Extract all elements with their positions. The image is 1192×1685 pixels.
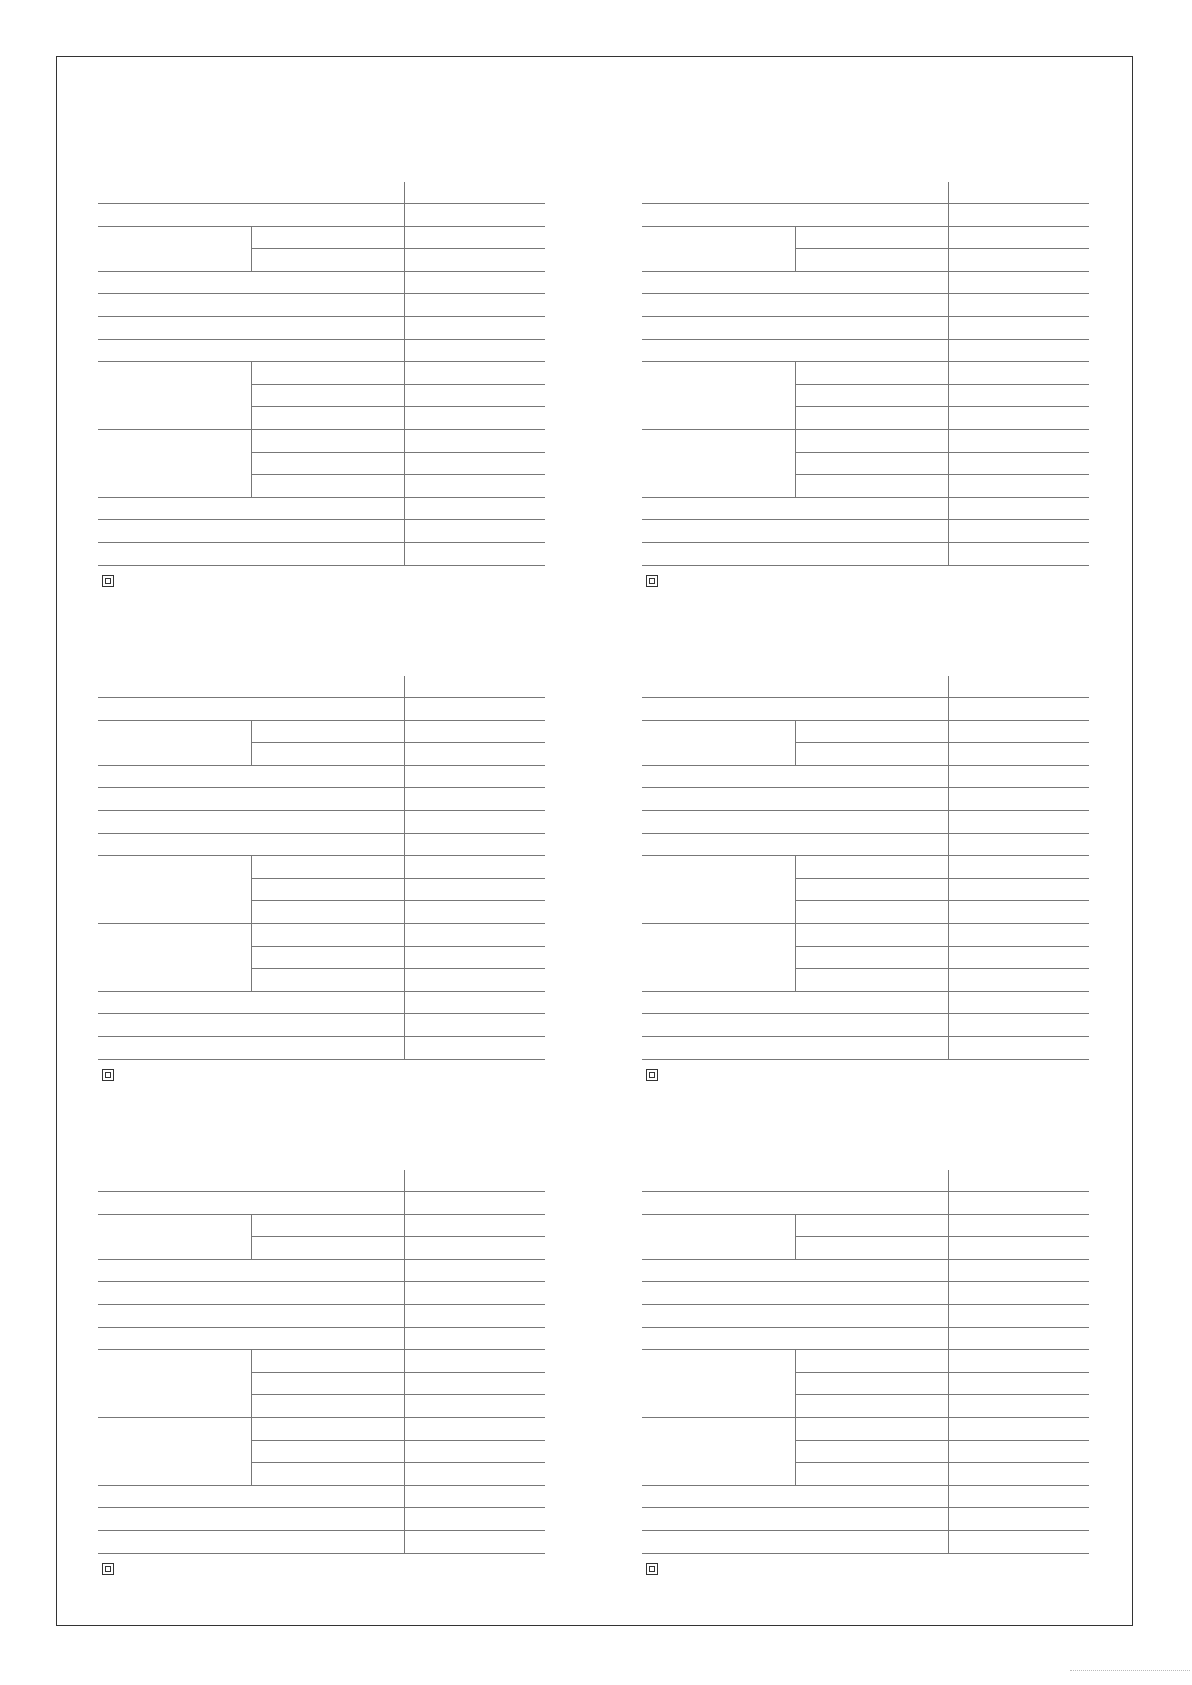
group-label-cell bbox=[642, 1350, 795, 1418]
row-value-cell bbox=[948, 520, 1089, 543]
row-value-cell bbox=[948, 969, 1089, 992]
sub-label-cell bbox=[795, 1215, 948, 1238]
row-value-cell bbox=[404, 879, 545, 902]
row-value-cell bbox=[404, 1463, 545, 1486]
sub-label-cell bbox=[251, 1418, 404, 1441]
sub-label-cell bbox=[251, 743, 404, 766]
double-square-icon bbox=[102, 1069, 114, 1081]
row-value-cell bbox=[404, 1441, 545, 1464]
sub-label-cell bbox=[795, 1373, 948, 1396]
sub-label-cell bbox=[251, 901, 404, 924]
row-label-cell bbox=[98, 698, 404, 721]
row-value-cell bbox=[948, 430, 1089, 453]
row-value-cell bbox=[948, 498, 1089, 521]
row-value-cell bbox=[404, 520, 545, 543]
row-label-cell bbox=[98, 1037, 404, 1060]
row-label-cell bbox=[642, 698, 948, 721]
row-label-cell bbox=[98, 204, 404, 227]
double-square-icon bbox=[102, 575, 114, 587]
sub-label-cell bbox=[795, 743, 948, 766]
row-value-cell bbox=[404, 1508, 545, 1531]
sub-label-cell bbox=[251, 1237, 404, 1260]
spec-table bbox=[642, 1170, 1089, 1554]
row-label-cell bbox=[98, 1305, 404, 1328]
sub-label-cell bbox=[795, 947, 948, 970]
row-value-cell bbox=[404, 204, 545, 227]
row-value-cell bbox=[948, 1037, 1089, 1060]
row-value-cell bbox=[404, 543, 545, 566]
row-label-cell bbox=[98, 543, 404, 566]
sub-label-cell bbox=[251, 969, 404, 992]
row-label-cell bbox=[98, 1260, 404, 1283]
row-label-cell bbox=[642, 834, 948, 857]
sub-label-cell bbox=[251, 856, 404, 879]
row-value-cell bbox=[404, 340, 545, 363]
row-value-cell bbox=[404, 834, 545, 857]
spec-grid bbox=[642, 1170, 1089, 1554]
row-value-cell bbox=[948, 317, 1089, 340]
row-value-cell bbox=[404, 901, 545, 924]
row-value-cell bbox=[404, 947, 545, 970]
header-value-cell bbox=[948, 676, 1089, 698]
row-label-cell bbox=[98, 1531, 404, 1554]
sub-label-cell bbox=[795, 969, 948, 992]
spec-grid bbox=[98, 676, 545, 1060]
row-value-cell bbox=[948, 1328, 1089, 1351]
sub-label-cell bbox=[795, 901, 948, 924]
row-label-cell bbox=[642, 498, 948, 521]
sub-label-cell bbox=[251, 1463, 404, 1486]
row-value-cell bbox=[948, 407, 1089, 430]
sub-label-cell bbox=[795, 1350, 948, 1373]
row-value-cell bbox=[948, 901, 1089, 924]
row-value-cell bbox=[404, 1486, 545, 1509]
row-value-cell bbox=[948, 1350, 1089, 1373]
sub-label-cell bbox=[251, 227, 404, 250]
row-value-cell bbox=[948, 743, 1089, 766]
sub-label-cell bbox=[795, 249, 948, 272]
row-label-cell bbox=[642, 788, 948, 811]
row-label-cell bbox=[98, 1508, 404, 1531]
row-value-cell bbox=[948, 272, 1089, 295]
header-value-cell bbox=[404, 676, 545, 698]
row-value-cell bbox=[948, 811, 1089, 834]
double-square-icon bbox=[102, 1563, 114, 1575]
row-value-cell bbox=[404, 1350, 545, 1373]
group-label-cell bbox=[98, 362, 251, 430]
row-value-cell bbox=[404, 856, 545, 879]
group-label-cell bbox=[98, 1350, 251, 1418]
row-value-cell bbox=[948, 362, 1089, 385]
row-label-cell bbox=[642, 294, 948, 317]
sub-label-cell bbox=[795, 362, 948, 385]
row-label-cell bbox=[642, 1531, 948, 1554]
sub-label-cell bbox=[795, 1395, 948, 1418]
row-value-cell bbox=[948, 1395, 1089, 1418]
row-label-cell bbox=[98, 1486, 404, 1509]
row-value-cell bbox=[948, 1305, 1089, 1328]
row-label-cell bbox=[642, 520, 948, 543]
row-value-cell bbox=[404, 811, 545, 834]
row-value-cell bbox=[948, 788, 1089, 811]
row-label-cell bbox=[642, 811, 948, 834]
group-label-cell bbox=[642, 362, 795, 430]
row-value-cell bbox=[404, 1373, 545, 1396]
header-value-cell bbox=[404, 182, 545, 204]
sub-label-cell bbox=[251, 385, 404, 408]
row-value-cell bbox=[948, 543, 1089, 566]
group-label-cell bbox=[642, 1418, 795, 1486]
spec-table bbox=[98, 1170, 545, 1554]
row-value-cell bbox=[948, 453, 1089, 476]
row-value-cell bbox=[948, 1463, 1089, 1486]
header-label-cell bbox=[642, 676, 948, 698]
row-value-cell bbox=[404, 407, 545, 430]
spec-grid bbox=[642, 676, 1089, 1060]
spec-table bbox=[642, 182, 1089, 566]
row-label-cell bbox=[642, 1508, 948, 1531]
sub-label-cell bbox=[251, 947, 404, 970]
row-value-cell bbox=[404, 475, 545, 498]
row-value-cell bbox=[404, 743, 545, 766]
row-label-cell bbox=[642, 992, 948, 1015]
row-value-cell bbox=[404, 249, 545, 272]
row-value-cell bbox=[948, 294, 1089, 317]
row-label-cell bbox=[642, 272, 948, 295]
row-value-cell bbox=[404, 385, 545, 408]
sub-label-cell bbox=[251, 453, 404, 476]
header-label-cell bbox=[98, 182, 404, 204]
row-value-cell bbox=[948, 1508, 1089, 1531]
sub-label-cell bbox=[795, 1418, 948, 1441]
spec-grid bbox=[98, 182, 545, 566]
row-label-cell bbox=[642, 543, 948, 566]
row-value-cell bbox=[404, 1260, 545, 1283]
row-label-cell bbox=[98, 272, 404, 295]
row-value-cell bbox=[404, 453, 545, 476]
sub-label-cell bbox=[251, 1215, 404, 1238]
row-value-cell bbox=[948, 924, 1089, 947]
row-value-cell bbox=[404, 317, 545, 340]
row-value-cell bbox=[404, 1215, 545, 1238]
spec-table bbox=[98, 676, 545, 1060]
row-label-cell bbox=[98, 788, 404, 811]
row-value-cell bbox=[404, 1014, 545, 1037]
header-value-cell bbox=[948, 182, 1089, 204]
row-value-cell bbox=[404, 294, 545, 317]
row-value-cell bbox=[948, 1418, 1089, 1441]
row-value-cell bbox=[948, 249, 1089, 272]
sub-label-cell bbox=[251, 1441, 404, 1464]
group-label-cell bbox=[98, 430, 251, 498]
row-label-cell bbox=[642, 1486, 948, 1509]
sub-label-cell bbox=[795, 1441, 948, 1464]
group-label-cell bbox=[98, 721, 251, 766]
row-value-cell bbox=[404, 430, 545, 453]
row-value-cell bbox=[948, 1373, 1089, 1396]
row-label-cell bbox=[642, 1014, 948, 1037]
header-label-cell bbox=[98, 1170, 404, 1192]
sub-label-cell bbox=[251, 249, 404, 272]
double-square-icon bbox=[646, 1069, 658, 1081]
spec-grid bbox=[642, 182, 1089, 566]
sub-label-cell bbox=[795, 856, 948, 879]
sub-label-cell bbox=[795, 924, 948, 947]
row-value-cell bbox=[404, 992, 545, 1015]
header-value-cell bbox=[948, 1170, 1089, 1192]
group-label-cell bbox=[642, 227, 795, 272]
header-label-cell bbox=[642, 182, 948, 204]
row-value-cell bbox=[404, 498, 545, 521]
sub-label-cell bbox=[795, 453, 948, 476]
footer-mark bbox=[1070, 1670, 1190, 1679]
row-value-cell bbox=[948, 879, 1089, 902]
sub-label-cell bbox=[795, 385, 948, 408]
sub-label-cell bbox=[795, 227, 948, 250]
row-label-cell bbox=[642, 1328, 948, 1351]
row-label-cell bbox=[98, 1014, 404, 1037]
row-value-cell bbox=[948, 1486, 1089, 1509]
sub-label-cell bbox=[795, 879, 948, 902]
row-value-cell bbox=[948, 1014, 1089, 1037]
row-value-cell bbox=[404, 1237, 545, 1260]
row-value-cell bbox=[404, 721, 545, 744]
row-label-cell bbox=[642, 317, 948, 340]
row-label-cell bbox=[642, 766, 948, 789]
sub-label-cell bbox=[251, 475, 404, 498]
spec-table bbox=[98, 182, 545, 566]
row-value-cell bbox=[404, 272, 545, 295]
sub-label-cell bbox=[251, 924, 404, 947]
sub-label-cell bbox=[251, 721, 404, 744]
header-label-cell bbox=[642, 1170, 948, 1192]
row-value-cell bbox=[948, 1192, 1089, 1215]
row-value-cell bbox=[948, 227, 1089, 250]
row-value-cell bbox=[948, 1215, 1089, 1238]
spec-grid bbox=[98, 1170, 545, 1554]
row-value-cell bbox=[948, 698, 1089, 721]
group-label-cell bbox=[642, 1215, 795, 1260]
row-label-cell bbox=[642, 1305, 948, 1328]
row-value-cell bbox=[948, 340, 1089, 363]
row-label-cell bbox=[98, 1192, 404, 1215]
double-square-icon bbox=[646, 575, 658, 587]
sub-label-cell bbox=[251, 1373, 404, 1396]
row-value-cell bbox=[948, 992, 1089, 1015]
row-value-cell bbox=[404, 1531, 545, 1554]
row-value-cell bbox=[948, 947, 1089, 970]
row-value-cell bbox=[404, 1037, 545, 1060]
row-value-cell bbox=[404, 1328, 545, 1351]
header-value-cell bbox=[404, 1170, 545, 1192]
row-value-cell bbox=[948, 856, 1089, 879]
row-label-cell bbox=[98, 1282, 404, 1305]
row-label-cell bbox=[98, 498, 404, 521]
row-value-cell bbox=[404, 766, 545, 789]
row-label-cell bbox=[642, 1260, 948, 1283]
sub-label-cell bbox=[251, 1395, 404, 1418]
row-value-cell bbox=[948, 766, 1089, 789]
sub-label-cell bbox=[251, 1350, 404, 1373]
row-value-cell bbox=[404, 1282, 545, 1305]
group-label-cell bbox=[642, 721, 795, 766]
spec-table bbox=[642, 676, 1089, 1060]
row-label-cell bbox=[98, 1328, 404, 1351]
row-value-cell bbox=[948, 834, 1089, 857]
row-value-cell bbox=[404, 1192, 545, 1215]
sub-label-cell bbox=[795, 1237, 948, 1260]
row-value-cell bbox=[948, 1441, 1089, 1464]
row-value-cell bbox=[404, 227, 545, 250]
row-value-cell bbox=[404, 362, 545, 385]
sub-label-cell bbox=[795, 430, 948, 453]
row-label-cell bbox=[98, 340, 404, 363]
double-square-icon bbox=[646, 1563, 658, 1575]
row-value-cell bbox=[948, 385, 1089, 408]
row-value-cell bbox=[948, 1260, 1089, 1283]
row-label-cell bbox=[98, 834, 404, 857]
row-label-cell bbox=[98, 294, 404, 317]
group-label-cell bbox=[642, 924, 795, 992]
row-value-cell bbox=[948, 1237, 1089, 1260]
row-label-cell bbox=[642, 1282, 948, 1305]
row-value-cell bbox=[948, 721, 1089, 744]
row-value-cell bbox=[948, 204, 1089, 227]
sub-label-cell bbox=[251, 430, 404, 453]
row-label-cell bbox=[98, 811, 404, 834]
row-value-cell bbox=[404, 1395, 545, 1418]
header-label-cell bbox=[98, 676, 404, 698]
sub-label-cell bbox=[251, 879, 404, 902]
row-label-cell bbox=[642, 1037, 948, 1060]
group-label-cell bbox=[98, 1215, 251, 1260]
row-label-cell bbox=[98, 520, 404, 543]
row-value-cell bbox=[404, 698, 545, 721]
sub-label-cell bbox=[795, 407, 948, 430]
row-value-cell bbox=[948, 1531, 1089, 1554]
group-label-cell bbox=[98, 924, 251, 992]
group-label-cell bbox=[98, 227, 251, 272]
row-label-cell bbox=[98, 317, 404, 340]
group-label-cell bbox=[98, 1418, 251, 1486]
group-label-cell bbox=[642, 856, 795, 924]
row-value-cell bbox=[404, 969, 545, 992]
group-label-cell bbox=[98, 856, 251, 924]
sub-label-cell bbox=[251, 407, 404, 430]
sub-label-cell bbox=[795, 1463, 948, 1486]
row-label-cell bbox=[642, 1192, 948, 1215]
row-value-cell bbox=[404, 924, 545, 947]
group-label-cell bbox=[642, 430, 795, 498]
row-value-cell bbox=[404, 1305, 545, 1328]
row-value-cell bbox=[948, 1282, 1089, 1305]
row-label-cell bbox=[98, 992, 404, 1015]
sub-label-cell bbox=[795, 475, 948, 498]
row-value-cell bbox=[948, 475, 1089, 498]
row-value-cell bbox=[404, 788, 545, 811]
sub-label-cell bbox=[795, 721, 948, 744]
row-label-cell bbox=[642, 204, 948, 227]
row-value-cell bbox=[404, 1418, 545, 1441]
sub-label-cell bbox=[251, 362, 404, 385]
row-label-cell bbox=[642, 340, 948, 363]
row-label-cell bbox=[98, 766, 404, 789]
